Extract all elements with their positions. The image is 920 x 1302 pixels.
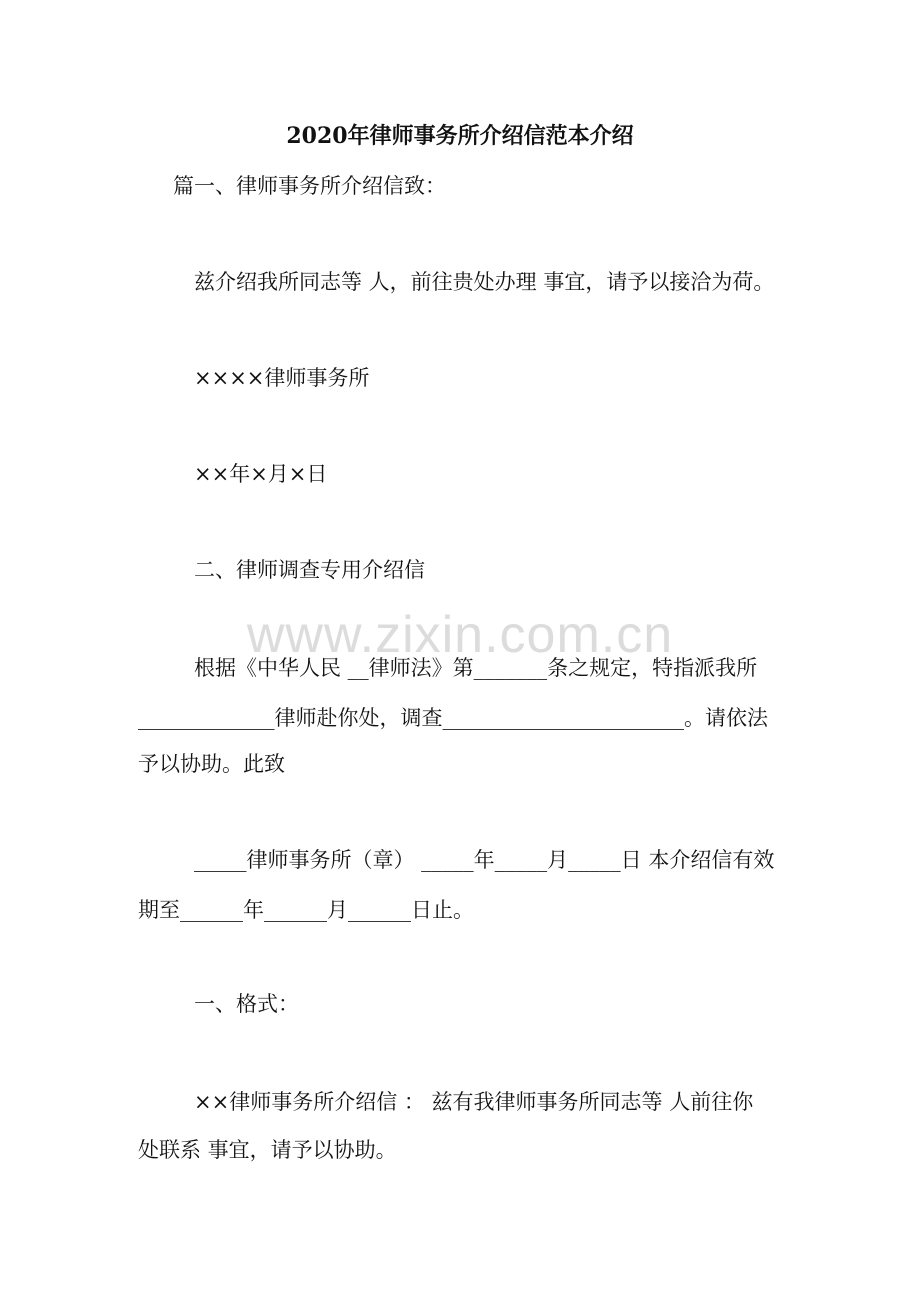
section-heading: 一、格式： <box>194 992 299 1016</box>
paragraph: 根据《中华人民 __律师法》第_______条之规定，特指派我所 <box>194 656 758 680</box>
paragraph: 兹介绍我所同志等 人，前往贵处办理 事宜，请予以接洽为荷。 <box>194 270 775 294</box>
paragraph: 处联系 事宜，请予以协助。 <box>138 1138 397 1162</box>
section-heading: 二、律师调查专用介绍信 <box>194 558 425 582</box>
signature-date: ××年×月×日 <box>194 462 328 486</box>
paragraph: 予以协助。此致 <box>138 752 285 776</box>
paragraph: _____律师事务所（章） _____年_____月_____日 本介绍信有效 <box>194 848 775 872</box>
paragraph: _____________律师赴你处，调查_______________________。请依法 <box>138 706 768 730</box>
signature-firm: ××××律师事务所 <box>194 366 370 390</box>
section-heading: 篇一、律师事务所介绍信致： <box>173 174 446 198</box>
document-title: 2020年律师事务所介绍信范本介绍 <box>286 123 634 149</box>
paragraph: ××律师事务所介绍信 ： 兹有我律师事务所同志等 人前往你 <box>194 1090 754 1114</box>
watermark: www.zixin.com.cn <box>246 606 674 664</box>
paragraph: 期至______年______月______日止。 <box>138 898 474 922</box>
